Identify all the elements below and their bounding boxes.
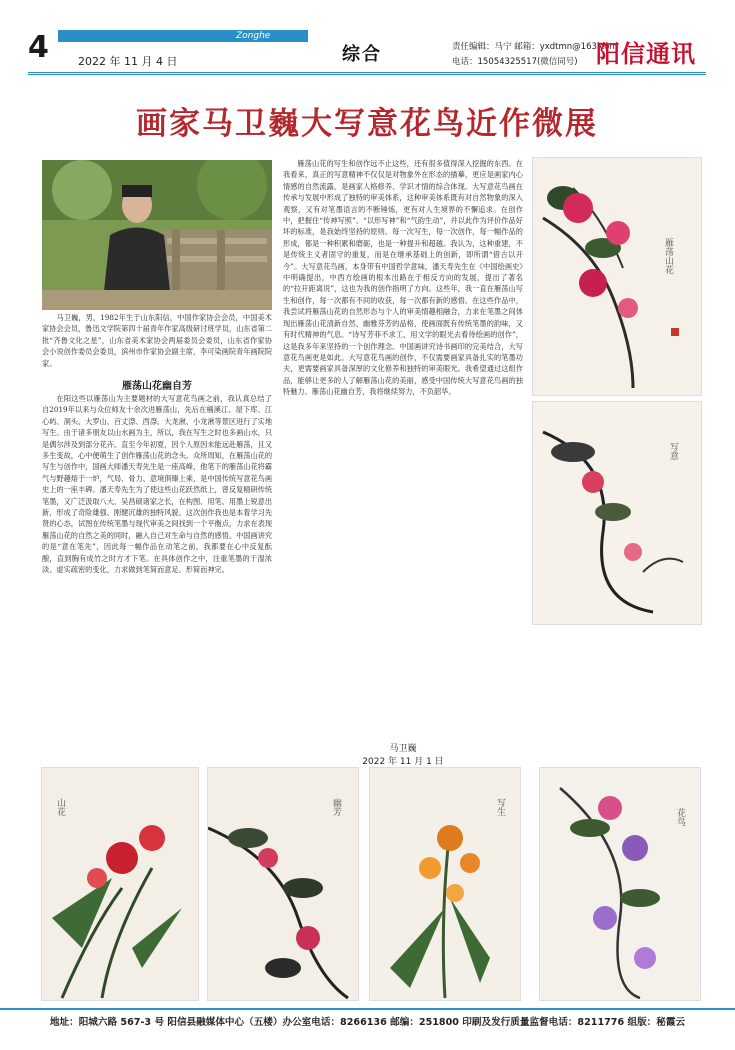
svg-text:花鸟: 花鸟 bbox=[675, 808, 685, 826]
author-portrait bbox=[42, 160, 272, 310]
painting-orange-flower bbox=[370, 768, 520, 1000]
painting-bird-branch bbox=[208, 768, 358, 1000]
painting-red-lily bbox=[42, 768, 198, 1000]
svg-text:写意: 写意 bbox=[668, 442, 678, 460]
phone-line: 电话：15054325517(微信同号) bbox=[452, 57, 578, 67]
issue-date: 2022 年 11 月 4 日 bbox=[78, 55, 178, 68]
article-column-2: 雁荡山花的写生和创作远不止这些，还有很多值得深入挖掘的东西。在我看来，真正的写意精神不仅仅是对物象外在形态的描摹，更应是画家内心情感的自然流露，是画家人格修养、学识才情的综合体现。大写意花鸟画在传承与发展中形成了独特的审美体系，这种审美体系既有对自然物象的深入观察，又有对笔墨语言的不断锤炼，更有对人生境界的不懈追求。在创作中，把握住“传神写照”、“以形写神”和“气韵生动”，并以此作为评价作品好坏的标准，是我始终坚持的原则。每一次写生，每一次创作，每一幅作品的形成，都是一种积累和磨砺，也是一种提升和超越。我认为，这种重建，不是传统主义者固守的重复，而是在继承基础上的创新，即所谓“借古以开今”。大写意花鸟画，本身带有中国哲学意味，潘天寿先生在《中国绘画史》中明确提出，中西方绘画的根本出路在于相反方向的发展，提出了著名的“拉开距离说”，这也为我的创作指明了方向。这些年，我一直在雁荡山写生和创作，每一次都有不同的收获，每一次都有新的感悟。在这些作品中，我尝试将雁荡山花的自然形态与个人的审美情趣相融合，力求在笔墨之间体现出雁荡山花清新自然、幽雅芬芳的品格，使画面既有传统笔墨的韵味，又有时代精神的气息。“诗写芳菲不求工，用文学的眼光去看待绘画的创作”，这是我多年来坚持的一个创作理念。中国画讲究诗书画印的完美结合，大写意花鸟画更是如此。大写意花鸟画的创作，不仅需要画家具备扎实的笔墨功夫，更需要画家具备深厚的文化修养和独特的审美眼光。我希望通过这组作品，能够让更多的人了解雁荡山花的美丽，感受中国传统大写意花鸟画的独特魅力。雁荡山花幽自芳，我将继续努力，不负韶华。 bbox=[283, 159, 523, 397]
page-number: 4 bbox=[28, 30, 49, 65]
newspaper-logo: 阳信通讯 bbox=[596, 39, 696, 68]
painting-purple-flower bbox=[540, 768, 700, 1000]
author-bio: 马卫巍，男，1982年生于山东阳信，中国作家协会会员，中国美术家协会会员，鲁迅文学院第四十届青年作家高级研讨班学员，山东省第二批“齐鲁文化之星”，山东省美术家协会两届委员会委员，山东省作家协会小说创作委员会委员，滨州市作家协会副主席，李可染画院青年画院院家。 bbox=[42, 313, 273, 368]
author-date: 2022 年 11 月 1 日 bbox=[362, 757, 444, 767]
header-accent-bar bbox=[58, 30, 308, 42]
article-subhead: 雁荡山花幽自芳 bbox=[122, 381, 192, 392]
article-column-1: 在阳这些以雁荡山为主要题材的大写意花鸟画之前，我认真总结了自2019年以来与众位师友十余次进雁荡山，先后在楠溪江、屋下库、江心屿、洞头、大罗山、百丈漈、西漈、大龙湫、小龙湫等景区进行了实地写生。由于诸多朋友以山水画为主，所以，我在写生之时也多画山水，只是偶尔涉及到部分花卉。直至今年初夏，因个人原因未能远赴雁荡，且又多生变故，心中便萌生了创作雁荡山花的念头。众所周知，在雁荡山花的写生与创作中，国画大师潘天寿先生是一座高峰，他笔下的雁荡山花将霸气与野趣熔于一炉，气局、骨力、意境俱臻上乘，是中国传统写意花鸟画史上的一座丰碑。潘天寿先生为了使这些山花跃然纸上，曾反复精研传统笔墨，又广泛汲取八大、吴昌硕诸家之长，在构图、用笔、用墨上锐意出新，形成了奇险雄强、刚健沉雄的独特风貌。这次创作我也是本着学习先贤的心态，试图在传统笔墨与现代审美之间找到一个平衡点，力求在表现雁荡山花的自然之美的同时，融入自己对生命与自然的感悟。中国画讲究的是“意在笔先”，因此每一幅作品在动笔之前，我都要在心中反复酝酿，直到胸有成竹之时方才下笔。在具体创作之中，注重笔墨的干湿浓淡、虚实疏密的变化，力求做到笔简而意足、形简而神完。 bbox=[42, 394, 273, 575]
painting-red-camellia bbox=[533, 158, 701, 395]
editor-line: 责任编辑：马宁 邮箱：yxdtmn@163.com bbox=[452, 42, 618, 52]
svg-text:雁荡山花: 雁荡山花 bbox=[663, 238, 673, 274]
red-lily-image bbox=[42, 768, 198, 1000]
footer-info: 地址：阳城六路 567-3 号 阳信县融媒体中心（五楼）办公室电话：8266136 邮编：251800 印刷及发行质量监督电话：8211776 组版：秘霞云 bbox=[49, 1017, 686, 1028]
orange-flower-image bbox=[370, 768, 520, 1000]
bird-branch-image bbox=[208, 768, 358, 1000]
painting-ink-branch bbox=[533, 402, 701, 624]
section-english-label: Zonghe bbox=[236, 31, 271, 41]
author-name: 马卫巍 bbox=[389, 744, 417, 754]
svg-text:写生: 写生 bbox=[495, 798, 505, 816]
header-rule-2 bbox=[28, 74, 706, 75]
svg-text:幽芳: 幽芳 bbox=[331, 798, 341, 816]
author-signature bbox=[283, 743, 523, 769]
header-rule bbox=[28, 72, 706, 73]
portrait-image bbox=[42, 160, 272, 310]
article-headline: 画家马卫巍大写意花鸟近作微展 bbox=[136, 106, 598, 142]
purple-flower-image bbox=[540, 768, 700, 1000]
camellia-image bbox=[533, 158, 701, 395]
editor-info bbox=[452, 40, 618, 70]
footer-rule bbox=[0, 1008, 735, 1010]
ink-branch-image bbox=[533, 402, 701, 624]
svg-text:山花: 山花 bbox=[55, 798, 65, 816]
section-title: 综合 bbox=[342, 44, 382, 65]
